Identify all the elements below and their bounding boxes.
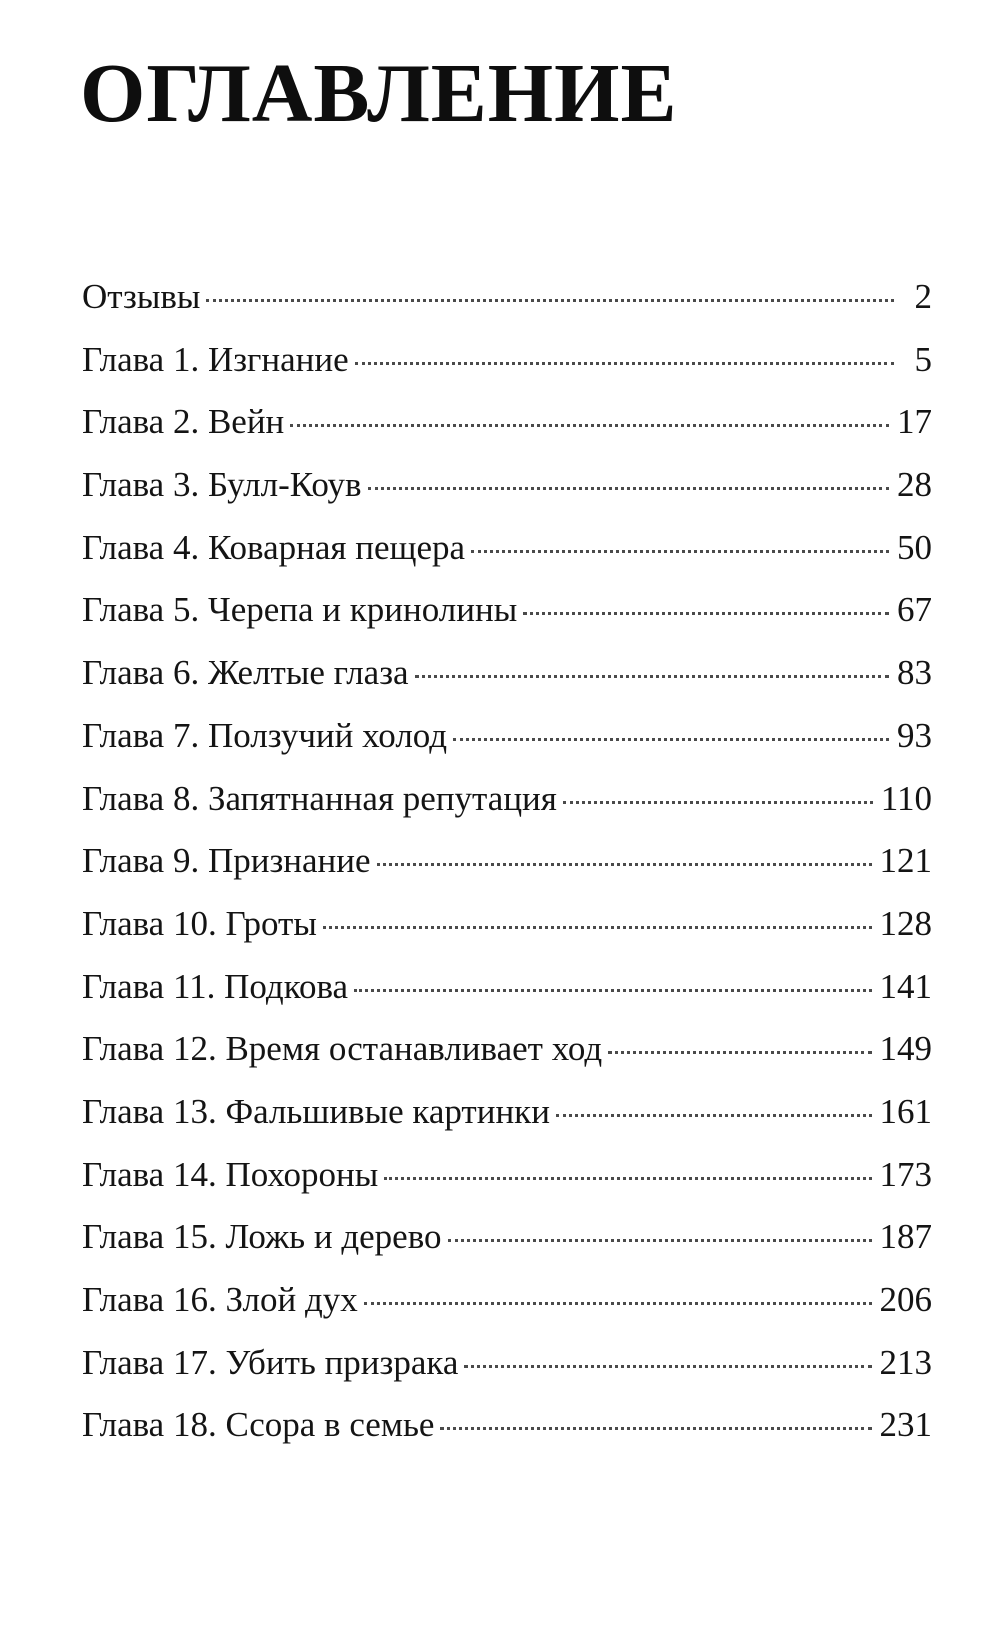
dot-leader — [471, 548, 889, 553]
toc-entry-label: Глава 3. Булл-Коув — [82, 465, 362, 505]
toc-entry-page-number: 67 — [897, 590, 932, 630]
dot-leader — [290, 422, 889, 427]
dot-leader — [323, 924, 872, 929]
toc-entry-page-number: 5 — [914, 339, 932, 379]
toc-entry-page-number: 128 — [879, 903, 932, 943]
toc-entry-page-number: 141 — [879, 966, 932, 1006]
dot-leader — [448, 1237, 872, 1242]
toc-entry-page-number: 173 — [879, 1154, 932, 1194]
toc-entry-page-number: 17 — [897, 402, 932, 442]
dot-leader — [355, 360, 894, 365]
dot-leader — [368, 485, 889, 490]
toc-entry — [82, 1212, 932, 1275]
toc-entry — [82, 836, 932, 899]
toc-entry — [82, 1338, 932, 1401]
toc-entry — [82, 962, 932, 1025]
dot-leader — [415, 673, 889, 678]
toc-entry-label: Глава 17. Убить призрака — [82, 1342, 459, 1382]
dot-leader — [206, 297, 894, 302]
toc-entry-label: Глава 13. Фальшивые картинки — [82, 1091, 550, 1131]
toc-entry — [82, 1150, 932, 1213]
page-title: ОГЛАВЛЕНИЕ — [80, 47, 678, 140]
table-of-contents — [82, 272, 932, 1463]
toc-entry — [82, 899, 932, 962]
toc-entry — [82, 648, 932, 711]
dot-leader — [364, 1300, 872, 1305]
toc-entry-label: Глава 1. Изгнание — [82, 339, 349, 379]
toc-entry — [82, 1400, 932, 1463]
toc-entry-page-number: 28 — [897, 465, 932, 505]
dot-leader — [556, 1112, 872, 1117]
dot-leader — [384, 1175, 871, 1180]
toc-entry-page-number: 110 — [880, 778, 932, 818]
toc-entry-label: Глава 15. Ложь и дерево — [82, 1217, 442, 1257]
toc-entry-label: Отзывы — [82, 277, 201, 316]
toc-entry-page-number: 161 — [879, 1091, 932, 1131]
toc-entry-label: Глава 4. Коварная пещера — [82, 527, 466, 567]
toc-entry-page-number: 149 — [879, 1029, 932, 1069]
toc-entry — [82, 1275, 932, 1338]
toc-entry — [82, 460, 932, 523]
toc-entry-page-number: 206 — [879, 1280, 932, 1319]
toc-entry-label: Глава 9. Признание — [82, 841, 371, 881]
dot-leader — [354, 987, 871, 992]
toc-entry-label: Глава 11. Подкова — [82, 966, 349, 1006]
toc-entry — [82, 272, 932, 335]
toc-entry-label: Глава 14. Похороны — [82, 1154, 379, 1194]
dot-leader — [464, 1363, 871, 1368]
toc-entry-label: Глава 5. Черепа и кринолины — [82, 590, 518, 630]
toc-entry — [82, 335, 932, 398]
toc-entry-label: Глава 18. Ссора в семье — [82, 1405, 435, 1445]
toc-entry-label: Глава 6. Желтые глаза — [82, 653, 409, 693]
toc-entry-page-number: 2 — [914, 277, 932, 316]
toc-entry — [82, 711, 932, 774]
toc-entry — [82, 774, 932, 837]
toc-entry — [82, 397, 932, 460]
dot-leader — [377, 861, 872, 866]
toc-entry-page-number: 187 — [879, 1217, 932, 1257]
dot-leader — [453, 736, 889, 741]
toc-entry-label: Глава 2. Вейн — [82, 402, 285, 442]
toc-entry-label: Глава 16. Злой дух — [82, 1280, 358, 1319]
toc-entry-page-number: 83 — [897, 653, 932, 693]
toc-entry-label: Глава 10. Гроты — [82, 903, 317, 943]
toc-entry — [82, 1024, 932, 1087]
toc-entry — [82, 585, 932, 648]
toc-entry-page-number: 213 — [879, 1342, 932, 1382]
toc-entry-label: Глава 12. Время останавливает ход — [82, 1029, 603, 1069]
toc-entry-page-number: 121 — [879, 841, 932, 881]
toc-entry-label: Глава 8. Запятнанная репутация — [82, 778, 557, 818]
dot-leader — [523, 610, 889, 615]
toc-entry — [82, 1087, 932, 1150]
dot-leader — [563, 799, 873, 804]
dot-leader — [440, 1425, 871, 1430]
dot-leader — [608, 1049, 871, 1054]
toc-entry-page-number: 231 — [879, 1405, 932, 1445]
toc-entry — [82, 523, 932, 586]
toc-entry-page-number: 93 — [897, 715, 932, 755]
toc-entry-label: Глава 7. Ползучий холод — [82, 715, 448, 755]
toc-entry-page-number: 50 — [897, 527, 932, 567]
